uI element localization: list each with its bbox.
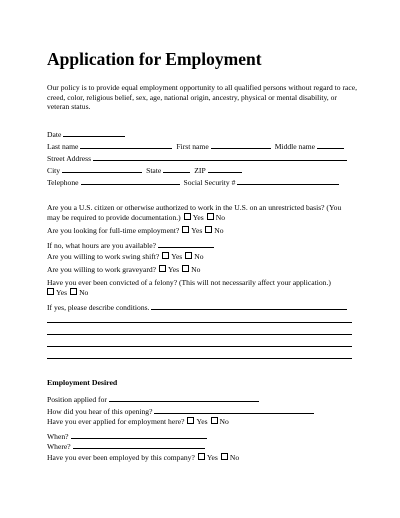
felony-question: Have you ever been convicted of a felony? (This will not necessarily affect your application.) (47, 278, 331, 287)
felony-answer-row (44, 288, 88, 298)
street-address-label: Street Address (47, 154, 92, 163)
zip-label: ZIP (194, 166, 206, 175)
graveyard-no-checkbox[interactable] (182, 265, 189, 272)
applied-where-field[interactable] (73, 440, 205, 449)
full-time-no-checkbox[interactable] (205, 226, 212, 233)
date-field[interactable] (63, 128, 125, 137)
swing-no-label: No (194, 252, 204, 261)
conditions-line-4[interactable] (47, 358, 352, 359)
city-field[interactable] (62, 164, 142, 173)
citizen-question-line-1: Are you a U.S. citizen or otherwise authorized to work in the U.S. on an unrestricted basis? (You (47, 203, 342, 212)
applied-before-row (47, 417, 229, 427)
applied-where-row (47, 440, 209, 452)
date-label: Date (47, 130, 62, 139)
swing-yes-label: Yes (171, 252, 183, 261)
graveyard-question: Are you willing to work graveyard? (47, 265, 157, 274)
graveyard-yes-checkbox[interactable] (159, 265, 166, 272)
middle-name-field[interactable] (317, 140, 344, 149)
middle-name-label: Middle name (274, 142, 315, 151)
full-time-no-label: No (214, 226, 224, 235)
citizen-question-row (47, 213, 225, 223)
applied-when-label: When? (47, 432, 69, 441)
applied-before-question: Have you ever applied for employment here? (47, 417, 185, 426)
date-row (47, 128, 129, 140)
employed-before-row (47, 453, 239, 463)
street-address-field[interactable] (93, 152, 347, 161)
full-time-row (47, 226, 224, 236)
city-row (47, 164, 246, 176)
telephone-field[interactable] (81, 176, 180, 185)
heard-row (47, 405, 318, 417)
applied-no-label: No (219, 417, 229, 426)
conditions-line-1[interactable] (47, 322, 352, 323)
employed-no-label: No (229, 453, 240, 462)
hours-question: If no, what hours are you available? (47, 241, 157, 250)
swing-yes-checkbox[interactable] (162, 252, 169, 259)
zip-field[interactable] (208, 164, 242, 173)
state-field[interactable] (163, 164, 190, 173)
hours-row (47, 239, 218, 251)
conditions-field[interactable] (151, 301, 347, 310)
last-name-label: Last name (47, 142, 79, 151)
conditions-line-3[interactable] (47, 346, 352, 347)
full-time-question: Are you looking for full-time employment? (47, 226, 180, 235)
first-name-label: First name (176, 142, 209, 151)
telephone-label: Telephone (47, 178, 79, 187)
applied-when-field[interactable] (71, 430, 207, 439)
ssn-label: Social Security # (183, 178, 236, 187)
swing-row (47, 252, 204, 262)
graveyard-row (47, 265, 200, 275)
employed-yes-label: Yes (206, 453, 218, 462)
felony-no-label: No (79, 288, 89, 297)
employed-before-question: Have you ever been employed by this company? (47, 453, 195, 462)
graveyard-yes-label: Yes (168, 265, 180, 274)
conditions-line-2[interactable] (47, 334, 352, 335)
full-time-yes-label: Yes (191, 226, 203, 235)
position-row (47, 393, 263, 405)
policy-statement: Our policy is to provide equal employment opportunity to all qualified persons without regard to race, creed, color, religious belief, sex, age, national origin, ancestry, physical or mental disability, or veteran status. (47, 83, 358, 112)
name-row (47, 140, 348, 152)
state-label: State (146, 166, 162, 175)
citizen-question-line-2: may be required to provide documentation.) (47, 213, 181, 222)
applied-where-label: Where? (47, 442, 71, 451)
phone-row (47, 176, 343, 188)
applied-yes-checkbox[interactable] (187, 417, 194, 424)
conditions-row (47, 301, 351, 313)
conditions-label: If yes, please describe conditions. (47, 303, 150, 312)
hours-field[interactable] (158, 239, 214, 248)
employed-no-checkbox[interactable] (221, 453, 228, 460)
citizen-no-checkbox[interactable] (207, 213, 214, 220)
position-field[interactable] (109, 393, 259, 402)
swing-no-checkbox[interactable] (185, 252, 192, 259)
last-name-field[interactable] (80, 140, 172, 149)
employed-yes-checkbox[interactable] (198, 453, 205, 460)
citizen-no-label: No (215, 213, 226, 222)
applied-yes-label: Yes (196, 417, 208, 426)
ssn-field[interactable] (237, 176, 339, 185)
graveyard-no-label: No (191, 265, 201, 274)
heard-field[interactable] (154, 405, 314, 414)
citizen-yes-checkbox[interactable] (184, 213, 191, 220)
page-title: Application for Employment (47, 49, 262, 69)
full-time-yes-checkbox[interactable] (182, 226, 189, 233)
first-name-field[interactable] (211, 140, 271, 149)
position-label: Position applied for (47, 395, 107, 404)
citizen-yes-label: Yes (192, 213, 204, 222)
applied-no-checkbox[interactable] (211, 417, 218, 424)
employment-desired-heading: Employment Desired (47, 378, 118, 387)
felony-yes-label: Yes (56, 288, 68, 297)
felony-no-checkbox[interactable] (70, 288, 77, 295)
street-row (47, 152, 351, 164)
swing-question: Are you willing to work swing shift? (47, 252, 160, 261)
felony-yes-checkbox[interactable] (47, 288, 54, 295)
heard-question: How did you hear of this opening? (47, 407, 153, 416)
city-label: City (47, 166, 61, 175)
